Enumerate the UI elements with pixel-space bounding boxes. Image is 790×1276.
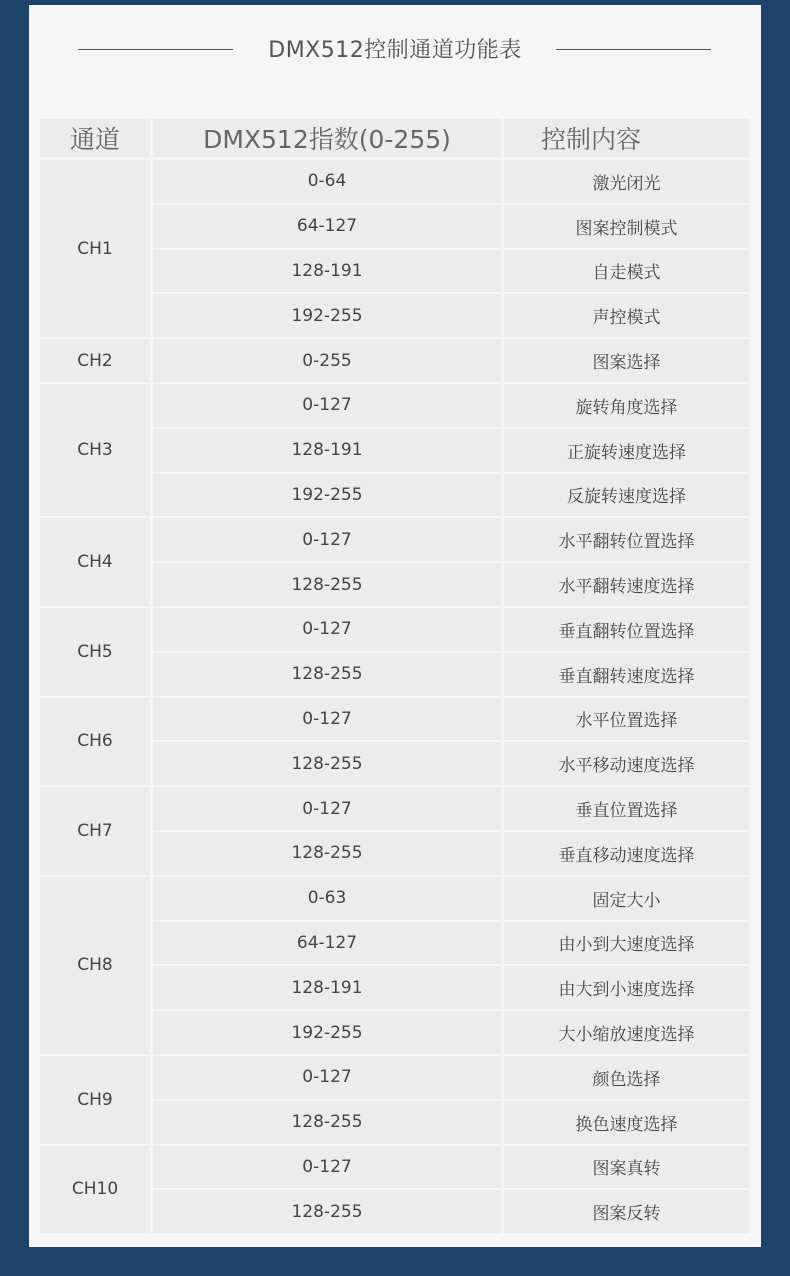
dmx-range-cell: 128-255: [153, 1101, 501, 1144]
dmx-range-cell: 128-255: [153, 1190, 501, 1233]
control-content-cell: 图案真转: [504, 1146, 749, 1189]
dmx-range-cell: 0-127: [153, 1146, 501, 1189]
control-content-cell: 图案控制模式: [504, 205, 749, 248]
dmx-range-cell: 0-127: [153, 608, 501, 651]
dmx-range-cell: 64-127: [153, 205, 501, 248]
dmx-range-cell: 128-255: [153, 653, 501, 696]
dmx-range-cell: 0-64: [153, 160, 501, 203]
control-content-cell: 颜色选择: [504, 1056, 749, 1099]
control-content-cell: 垂直移动速度选择: [504, 832, 749, 875]
control-content-cell: 图案反转: [504, 1190, 749, 1233]
control-content-cell: 由大到小速度选择: [504, 966, 749, 1009]
dmx-range-cell: 64-127: [153, 922, 501, 965]
dmx-range-cell: 128-191: [153, 429, 501, 472]
dmx-range-cell: 192-255: [153, 1011, 501, 1054]
channel-cell: CH9: [40, 1056, 150, 1144]
control-content-cell: 垂直翻转速度选择: [504, 653, 749, 696]
control-content-cell: 水平翻转位置选择: [504, 518, 749, 561]
channel-cell: CH2: [40, 339, 150, 382]
title-row: [29, 29, 761, 67]
dmx-range-cell: 128-255: [153, 563, 501, 606]
function-table-card: [29, 5, 761, 1247]
header-channel: 通道: [40, 119, 150, 157]
control-content-cell: 换色速度选择: [504, 1101, 749, 1144]
dmx-range-cell: 128-255: [153, 832, 501, 875]
control-content-cell: 水平移动速度选择: [504, 742, 749, 785]
control-content-cell: 激光闭光: [504, 160, 749, 203]
dmx-range-cell: 192-255: [153, 474, 501, 517]
channel-cell: CH1: [40, 160, 150, 337]
control-content-cell: 正旋转速度选择: [504, 429, 749, 472]
dmx-range-cell: 0-127: [153, 698, 501, 741]
channel-cell: CH6: [40, 698, 150, 786]
control-content-cell: 垂直位置选择: [504, 787, 749, 830]
dmx-range-cell: 0-127: [153, 384, 501, 427]
dmx-range-cell: 0-127: [153, 518, 501, 561]
dmx-range-cell: 0-63: [153, 877, 501, 920]
header-control-content: 控制内容: [504, 119, 749, 157]
dmx-range-cell: 128-255: [153, 742, 501, 785]
channel-cell: CH5: [40, 608, 150, 696]
control-content-cell: 旋转角度选择: [504, 384, 749, 427]
control-content-cell: 由小到大速度选择: [504, 922, 749, 965]
control-content-cell: 自走模式: [504, 250, 749, 293]
dmx-range-cell: 128-191: [153, 966, 501, 1009]
dmx-range-cell: 0-127: [153, 787, 501, 830]
control-content-cell: 大小缩放速度选择: [504, 1011, 749, 1054]
title-divider-right: [556, 49, 711, 50]
channel-cell: CH4: [40, 518, 150, 606]
page-title: DMX512控制通道功能表: [268, 38, 522, 63]
control-content-cell: 固定大小: [504, 877, 749, 920]
control-content-cell: 水平翻转速度选择: [504, 563, 749, 606]
control-content-cell: 图案选择: [504, 339, 749, 382]
dmx-range-cell: 192-255: [153, 294, 501, 337]
channel-cell: CH10: [40, 1146, 150, 1234]
channel-cell: CH8: [40, 877, 150, 1054]
channel-cell: CH7: [40, 787, 150, 875]
header-dmx-value: DMX512指数(0-255): [153, 119, 501, 157]
dmx-range-cell: 128-191: [153, 250, 501, 293]
control-content-cell: 水平位置选择: [504, 698, 749, 741]
control-content-cell: 声控模式: [504, 294, 749, 337]
control-content-cell: 垂直翻转位置选择: [504, 608, 749, 651]
dmx-range-cell: 0-127: [153, 1056, 501, 1099]
control-content-cell: 反旋转速度选择: [504, 474, 749, 517]
dmx-range-cell: 0-255: [153, 339, 501, 382]
channel-cell: CH3: [40, 384, 150, 516]
